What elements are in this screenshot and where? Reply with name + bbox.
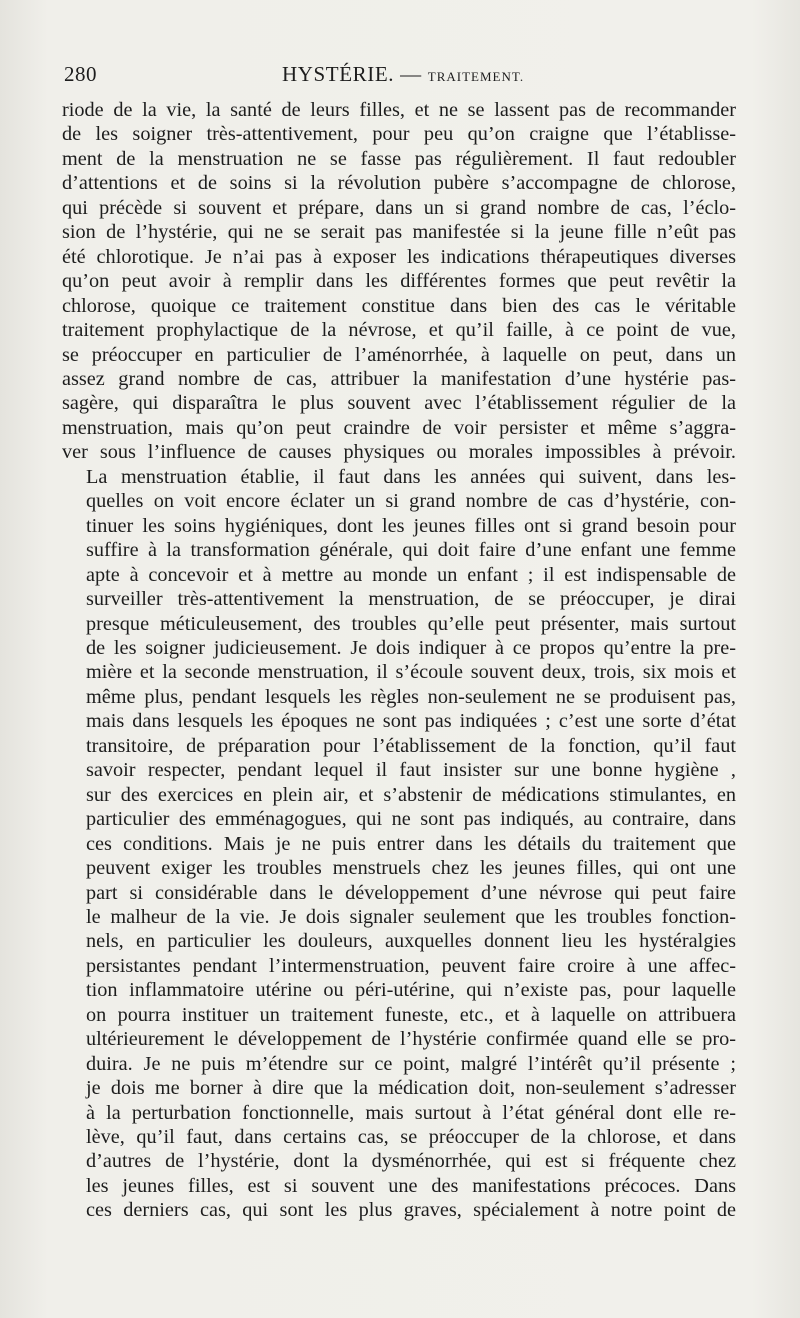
text-line: je dois me borner à dire que la médication doit, non-seulement s’adresser — [86, 1077, 736, 1100]
text-line: d’autres de l’hystérie, dont la dysménorrhée, qui est si fréquente chez — [86, 1150, 736, 1173]
text-line: savoir respecter, pendant lequel il faut insister sur une bonne hygiène , — [86, 759, 736, 782]
text-line: à la perturbation fonctionnelle, mais surtout à l’état général dont elle re- — [86, 1101, 736, 1124]
text-line: menstruation, mais qu’on peut craindre de voir persister et même s’aggra- — [62, 416, 736, 439]
text-line: mais dans lesquels les époques ne sont pas indiquées ; c’est une sorte d’état — [86, 710, 736, 733]
text-line: La menstruation établie, il faut dans les années qui suivent, dans les- — [86, 465, 736, 488]
text-line: même plus, pendant lesquels les règles non-seulement ne se produisent pas, — [86, 685, 736, 708]
running-title — [282, 62, 524, 87]
text-line: qui précède si souvent et prépare, dans un si grand nombre de cas, l’éclo- — [62, 196, 736, 219]
text-line: qu’on peut avoir à remplir dans les différentes formes que peut revêtir la — [62, 270, 736, 293]
text-line: ultérieurement le développement de l’hystérie confirmée quand elle se pro- — [86, 1028, 736, 1051]
text-line: transitoire, de préparation pour l’établissement de la fonction, qu’il faut — [86, 734, 736, 757]
text-line: part si considérable dans le développement d’une névrose qui peut faire — [86, 881, 736, 904]
text-line: duira. Je ne puis m’étendre sur ce point, malgré l’intérêt qu’il présente ; — [86, 1052, 736, 1075]
text-line: se préoccuper en particulier de l’aménorrhée, à laquelle on peut, dans un — [62, 343, 736, 366]
text-line: ver sous l’influence de causes physiques ou morales impossibles à prévoir. — [62, 441, 736, 464]
text-line: peuvent exiger les troubles menstruels chez les jeunes filles, qui ont une — [86, 857, 736, 880]
text-line: assez grand nombre de cas, attribuer la manifestation d’une hystérie pas- — [62, 367, 736, 390]
text-line: tinuer les soins hygiéniques, dont les jeunes filles ont si grand besoin pour — [86, 514, 736, 537]
text-line: suffire à la transformation générale, qui doit faire d’une enfant une femme — [86, 539, 736, 562]
body-text — [62, 98, 736, 1223]
text-line: sion de l’hystérie, qui ne se serait pas manifestée si la jeune fille n’eût pas — [62, 221, 736, 244]
text-line: le malheur de la vie. Je dois signaler seulement que les troubles fonction- — [86, 905, 736, 928]
text-line: quelles on voit encore éclater un si grand nombre de cas d’hystérie, con- — [86, 490, 736, 513]
text-line: lève, qu’il faut, dans certains cas, se préoccuper de la chlorose, et dans — [86, 1126, 736, 1149]
text-line: chlorose, quoique ce traitement constitue dans bien des cas le véritable — [62, 294, 736, 317]
text-line: riode de la vie, la santé de leurs filles, et ne se lassent pas de recommander — [62, 99, 736, 121]
text-line: surveiller très-attentivement la menstruation, de se préoccuper, je dirai — [86, 588, 736, 611]
text-line: on pourra instituer un traitement funeste, etc., et à laquelle on attribuera — [86, 1003, 736, 1026]
text-line: mière et la seconde menstruation, il s’écoule souvent deux, trois, six mois et — [86, 661, 736, 684]
text-line: persistantes pendant l’intermenstruation, peuvent faire croire à une affec- — [86, 954, 736, 977]
text-line: presque méticuleusement, des troubles qu’elle peut présenter, mais surtout — [86, 612, 736, 635]
page-number: 280 — [64, 62, 97, 86]
text-line: tion inflammatoire utérine ou péri-utérine, qui n’existe pas, pour laquelle — [86, 979, 736, 1002]
text-line: traitement prophylactique de la névrose, et qu’il faille, à ce point de vue, — [62, 319, 736, 342]
text-line: de les soigner judicieusement. Je dois indiquer à ce propos qu’entre la pre- — [86, 636, 736, 659]
text-line: été chlorotique. Je n’ai pas à exposer les indications thérapeutiques diverses — [62, 245, 736, 268]
text-line: sur des exercices en plein air, et s’abstenir de médications stimulantes, en — [86, 783, 736, 806]
title-separator: — — [400, 62, 422, 86]
running-head — [64, 60, 736, 94]
text-line: nels, en particulier les douleurs, auxquelles donnent lieu les hystéralgies — [86, 930, 736, 953]
text-line: ces conditions. Mais je ne puis entrer dans les détails du traitement que — [86, 832, 736, 855]
paragraph — [62, 465, 736, 1223]
book-title: HYSTÉRIE. — [282, 62, 395, 86]
section-title: TRAITEMENT. — [427, 69, 525, 84]
text-line: particulier des emménagogues, qui ne sont pas indiqués, au contraire, dans — [86, 808, 736, 831]
text-line: les jeunes filles, est si souvent une des manifestations précoces. Dans — [86, 1174, 736, 1197]
text-line: apte à concevoir et à mettre au monde un enfant ; il est indispensable de — [86, 563, 736, 586]
text-line: sagère, qui disparaîtra le plus souvent avec l’établissement régulier de la — [62, 392, 736, 415]
text-line: ment de la menstruation ne se fasse pas régulièrement. Il faut redoubler — [62, 147, 736, 170]
paragraph — [62, 98, 736, 465]
text-line: de les soigner très-attentivement, pour peu qu’on craigne que l’établisse- — [62, 123, 736, 146]
text-line: ces derniers cas, qui sont les plus graves, spécialement à notre point de — [86, 1199, 736, 1222]
text-line: d’attentions et de soins si la révolution pubère s’accompagne de chlorose, — [62, 172, 736, 195]
